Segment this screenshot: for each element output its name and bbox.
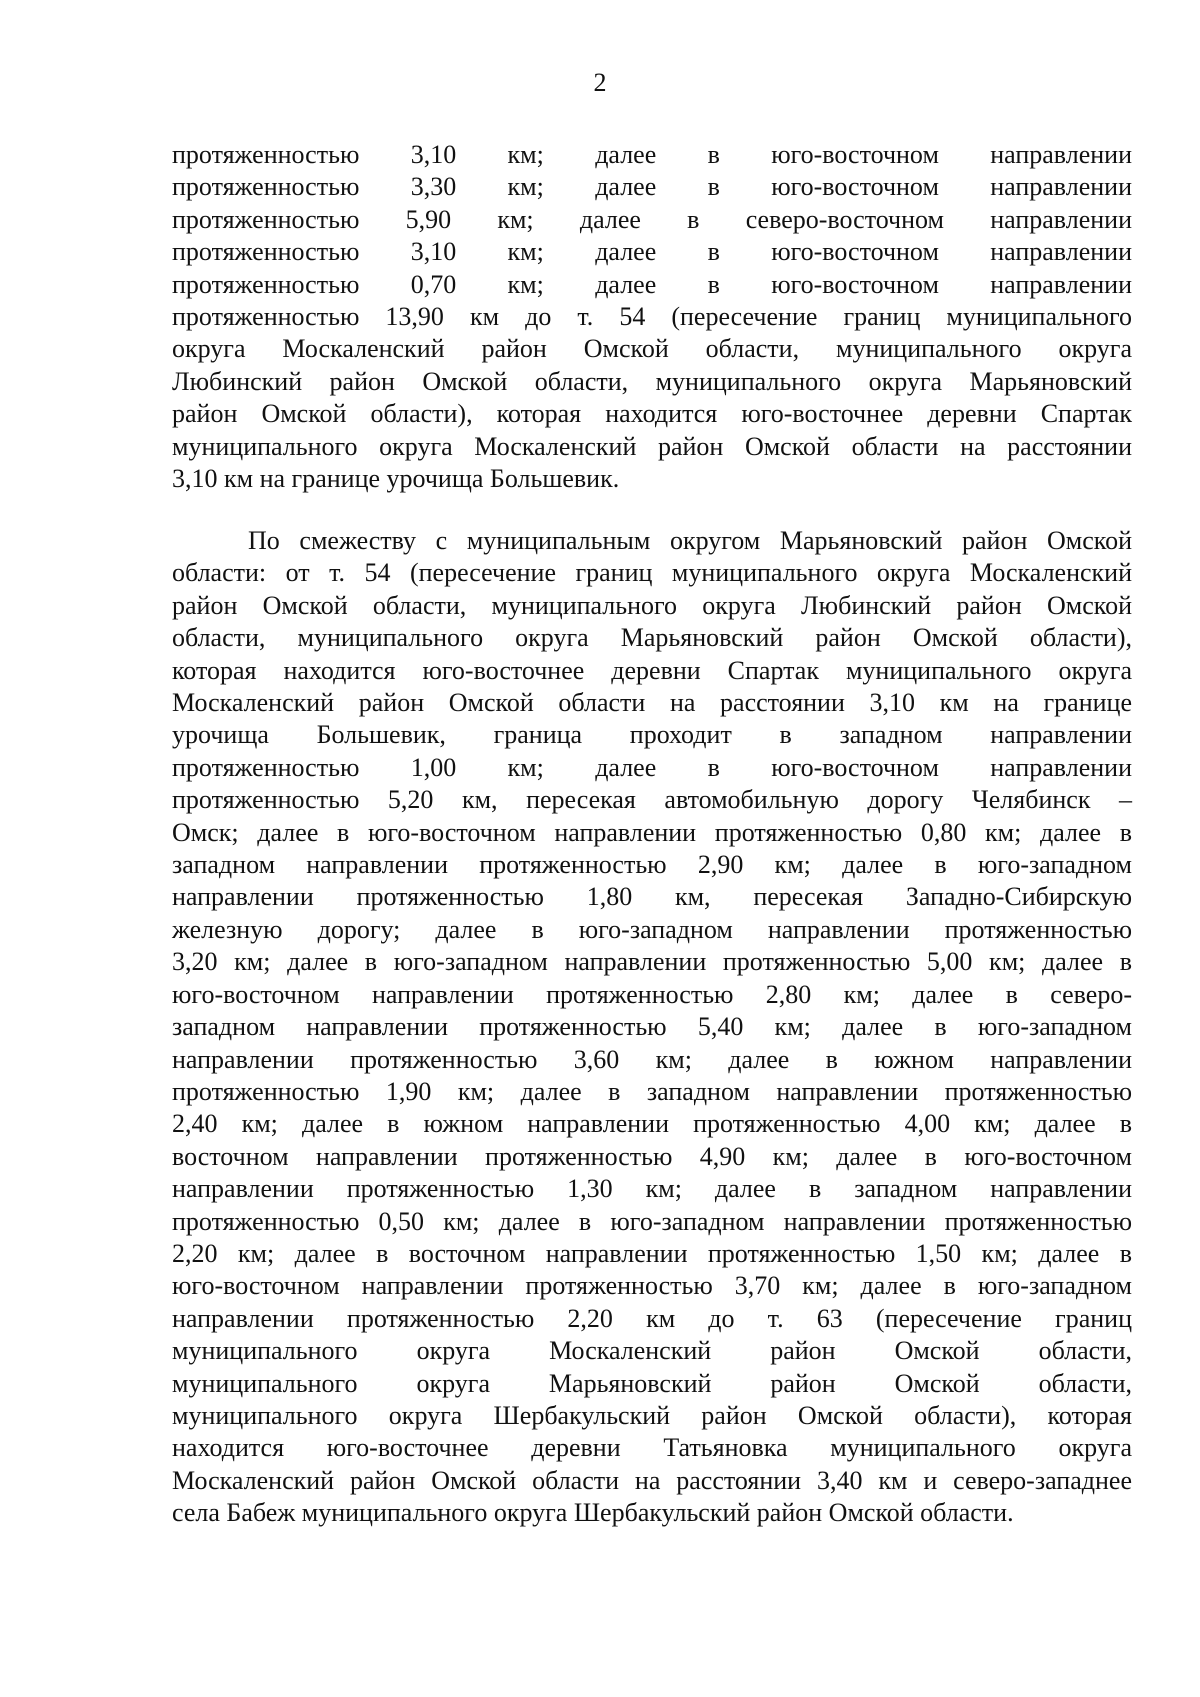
text-line: протяженностью 0,50 км; далее в юго-западном направлении протяженностью [172,1206,1132,1236]
text-line: 2,40 км; далее в южном направлении протяженностью 4,00 км; далее в [172,1109,1132,1139]
page-number: 2 [593,68,607,97]
text-line: протяженностью 5,20 км, пересекая автомобильную дорогу Челябинск – [172,785,1132,815]
text-line: Москаленский район Омской области на расстоянии 3,10 км на границе [172,688,1132,718]
text-line: протяженностью 1,90 км; далее в западном направлении протяженностью [172,1076,1132,1106]
text-line: округа Москаленский район Омской области, муниципального округа [172,334,1132,364]
text-line: юго-восточном направлении протяженностью 3,70 км; далее в юго-западном [172,1271,1132,1301]
text-line: протяженностью 3,30 км; далее в юго-восточном направлении [172,172,1132,202]
text-line: которая находится юго-восточнее деревни Спартак муниципального округа [172,655,1132,685]
text-line: 3,20 км; далее в юго-западном направлении протяженностью 5,00 км; далее в [172,947,1132,977]
text-line: направлении протяженностью 1,30 км; далее в западном направлении [172,1174,1132,1204]
text-line: 2,20 км; далее в восточном направлении протяженностью 1,50 км; далее в [172,1238,1132,1268]
text-line: протяженностью 0,70 км; далее в юго-восточном направлении [172,269,1132,299]
text-line: области: от т. 54 (пересечение границ муниципального округа Москаленский [172,558,1132,588]
text-line: протяженностью 13,90 км до т. 54 (пересечение границ муниципального [172,302,1132,332]
text-line: Омск; далее в юго-восточном направлении протяженностью 0,80 км; далее в [172,817,1132,847]
text-line: юго-восточном направлении протяженностью 2,80 км; далее в северо- [172,979,1132,1009]
text-line: 3,10 км на границе урочища Большевик. [172,464,620,494]
text-line: муниципального округа Москаленский район Омской области на расстоянии [172,431,1132,461]
text-line: протяженностью 5,90 км; далее в северо-восточном направлении [172,204,1132,234]
text-line: протяженностью 3,10 км; далее в юго-восточном направлении [172,140,1132,169]
text-line: направлении протяженностью 3,60 км; далее в южном направлении [172,1044,1132,1074]
text-line: протяженностью 1,00 км; далее в юго-восточном направлении [172,752,1132,782]
text-line: западном направлении протяженностью 2,90 км; далее в юго-западном [172,850,1132,880]
text-line: направлении протяженностью 1,80 км, пересекая Западно-Сибирскую [172,882,1132,912]
text-line: По смежеству с муниципальным округом Марьяновский район Омской [248,526,1132,555]
text-line: находится юго-восточнее деревни Татьяновка муниципального округа [172,1433,1132,1463]
text-line: протяженностью 3,10 км; далее в юго-восточном направлении [172,237,1132,267]
text-line: села Бабеж муниципального округа Шербакульский район Омской области. [172,1498,1014,1528]
text-line: муниципального округа Марьяновский район Омской области, [172,1368,1132,1398]
text-line: западном направлении протяженностью 5,40 км; далее в юго-западном [172,1012,1132,1042]
text-line: муниципального округа Шербакульский район Омской области), которая [172,1400,1132,1430]
text-line: направлении протяженностью 2,20 км до т. 63 (пересечение границ [172,1303,1132,1333]
text-line: район Омской области), которая находится юго-восточнее деревни Спартак [172,399,1132,429]
paragraph-continuation [172,139,1132,495]
text-line: области, муниципального округа Марьяновский район Омской области), [172,623,1132,653]
text-line: район Омской области, муниципального округа Любинский район Омской [172,590,1132,620]
text-line: восточном направлении протяженностью 4,90 км; далее в юго-восточном [172,1141,1132,1171]
text-line: урочища Большевик, граница проходит в западном направлении [172,720,1132,750]
text-line: Любинский район Омской области, муниципального округа Марьяновский [172,366,1132,396]
text-line: Москаленский район Омской области на расстоянии 3,40 км и северо-западнее [172,1465,1132,1495]
paragraph-marianovsky-border [172,525,1132,1530]
text-line: муниципального округа Москаленский район Омской области, [172,1336,1132,1366]
text-line: железную дорогу; далее в юго-западном направлении протяженностью [172,914,1132,944]
